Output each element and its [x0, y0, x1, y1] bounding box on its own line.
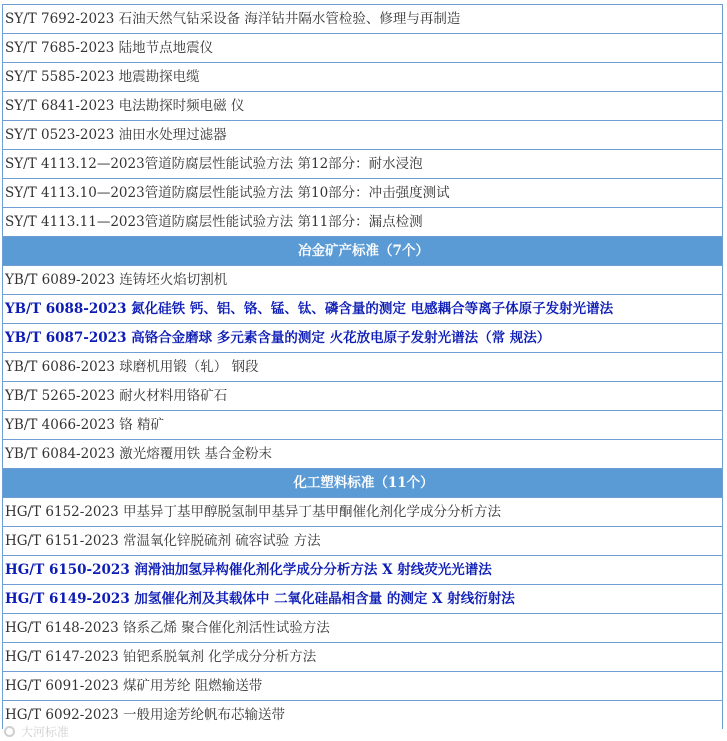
table-row [3, 527, 723, 556]
standard-code: YB/T 6084-2023 [5, 446, 115, 462]
standard-code: SY/T 4113.11—2023 [5, 214, 145, 230]
table-row [3, 121, 723, 150]
standard-code: YB/T 6089-2023 [5, 272, 115, 288]
standard-title: 煤矿用芳纶 阻燃输送带 [122, 678, 263, 694]
standard-title: 石油天然气钻采设备 海洋钻井隔水管检验、修理与再制造 [118, 11, 461, 27]
standard-entry [3, 382, 723, 411]
standard-title: 铬 精矿 [119, 417, 165, 433]
table-row-highlighted [3, 324, 723, 353]
watermark [4, 723, 69, 740]
table-row [3, 498, 723, 527]
watermark-text: 大河标准 [21, 725, 70, 739]
table-row-highlighted [3, 295, 723, 324]
section-title: 冶金矿产标准（7个） [3, 237, 723, 266]
standard-title: 管道防腐层性能试验方法 第10部分：冲击强度测试 [144, 185, 450, 201]
standard-code: YB/T 6086-2023 [5, 359, 115, 375]
standard-code: HG/T 6150-2023 [5, 562, 130, 578]
standard-title: 高铬合金磨球 多元素含量的测定 火花放电原子发射光谱法（常 规法） [131, 330, 551, 346]
standard-code: HG/T 6148-2023 [5, 620, 119, 636]
table-row-highlighted [3, 556, 723, 585]
table-row [3, 150, 723, 179]
standard-entry [3, 295, 723, 324]
standard-entry [3, 527, 723, 556]
standard-code: SY/T 7692-2023 [5, 11, 115, 27]
standard-code: YB/T 6088-2023 [5, 301, 127, 317]
standard-title: 一般用途芳纶帆布芯输送带 [122, 707, 285, 723]
standard-entry [3, 585, 723, 614]
standard-title: 加氢催化剂及其载体中 二氧化硅晶相含量 的测定 X 射线衍射法 [134, 591, 515, 607]
standard-code: SY/T 4113.12—2023 [5, 156, 145, 172]
standard-entry [3, 92, 723, 121]
table-row [3, 614, 723, 643]
standard-title: 激光熔覆用铁 基合金粉末 [119, 446, 273, 462]
standard-title: 管道防腐层性能试验方法 第12部分：耐水浸泡 [144, 156, 423, 172]
standard-entry [3, 266, 723, 295]
table-row [3, 5, 723, 34]
standard-entry [3, 498, 723, 527]
standard-entry [3, 121, 723, 150]
watermark-logo-icon [4, 726, 15, 737]
standard-entry [3, 614, 723, 643]
standard-code: YB/T 4066-2023 [5, 417, 115, 433]
standard-title: 地震勘探电缆 [118, 69, 200, 85]
table-row [3, 92, 723, 121]
standard-title: 电法勘探时频电磁 仪 [118, 98, 245, 114]
standard-title: 油田水处理过滤器 [118, 127, 227, 143]
standard-code: HG/T 6152-2023 [5, 504, 119, 520]
standard-code: SY/T 5585-2023 [5, 69, 115, 85]
standard-entry [3, 353, 723, 382]
table-row [3, 179, 723, 208]
table-row [3, 643, 723, 672]
table-row [3, 701, 723, 730]
standard-title: 陆地节点地震仪 [118, 40, 214, 56]
standard-title: 甲基异丁基甲醇脱氢制甲基异丁基甲酮催化剂化学成分分析方法 [122, 504, 501, 520]
table-row-highlighted [3, 585, 723, 614]
standard-title: 耐火材料用铬矿石 [119, 388, 228, 404]
standard-entry [3, 556, 723, 585]
standard-entry [3, 643, 723, 672]
standard-code: SY/T 4113.10—2023 [5, 185, 145, 201]
standard-code: HG/T 6149-2023 [5, 591, 130, 607]
section-header-chemical [3, 469, 723, 498]
table-row [3, 208, 723, 237]
table-row [3, 411, 723, 440]
table-row [3, 63, 723, 92]
standard-code: SY/T 7685-2023 [5, 40, 115, 56]
standard-title: 管道防腐层性能试验方法 第11部分：漏点检测 [144, 214, 423, 230]
table-row [3, 440, 723, 469]
standard-title: 铂钯系脱氧剂 化学成分分析方法 [122, 649, 317, 665]
standard-code: HG/T 6091-2023 [5, 678, 119, 694]
standard-title: 润滑油加氢异构催化剂化学成分分析方法 X 射线荧光光谱法 [134, 562, 492, 578]
standard-entry [3, 411, 723, 440]
standard-code: HG/T 6147-2023 [5, 649, 119, 665]
standard-entry [3, 63, 723, 92]
standard-code: SY/T 0523-2023 [5, 127, 115, 143]
table-row [3, 353, 723, 382]
standard-entry [3, 208, 723, 237]
standard-title: 常温氧化锌脱硫剂 硫容试验 方法 [122, 533, 321, 549]
standard-entry [3, 324, 723, 353]
standard-entry [3, 672, 723, 701]
standard-title: 铬系乙烯 聚合催化剂活性试验方法 [122, 620, 330, 636]
table-row [3, 382, 723, 411]
standard-code: YB/T 6087-2023 [5, 330, 127, 346]
standard-entry [3, 701, 723, 730]
table-row [3, 672, 723, 701]
standard-title: 连铸坯火焰切割机 [119, 272, 228, 288]
standard-code: YB/T 5265-2023 [5, 388, 115, 404]
standard-entry [3, 5, 723, 34]
standard-entry [3, 179, 723, 208]
standard-code: HG/T 6092-2023 [5, 707, 119, 723]
standard-code: HG/T 6151-2023 [5, 533, 119, 549]
section-header-metallurgy [3, 237, 723, 266]
table-row [3, 34, 723, 63]
standards-table [2, 4, 723, 729]
table-row [3, 266, 723, 295]
standard-entry [3, 150, 723, 179]
standard-title: 氮化硅铁 钙、铝、铬、锰、钛、磷含量的测定 电感耦合等离子体原子发射光谱法 [131, 301, 614, 317]
standard-code: SY/T 6841-2023 [5, 98, 115, 114]
standard-entry [3, 34, 723, 63]
section-title: 化工塑料标准（11个） [3, 469, 723, 498]
standard-entry [3, 440, 723, 469]
standard-title: 球磨机用锻（轧） 钢段 [119, 359, 259, 375]
